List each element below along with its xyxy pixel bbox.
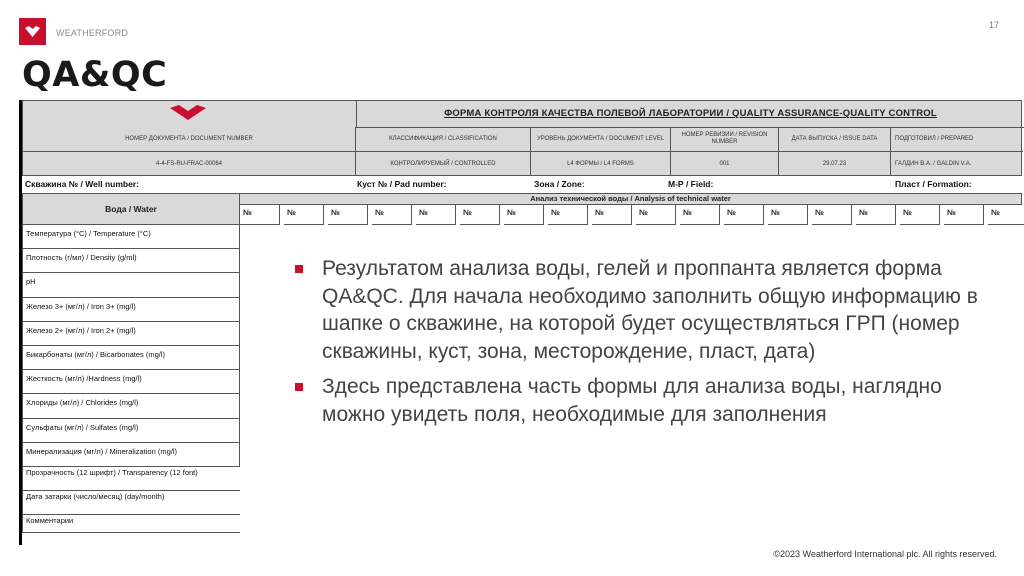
bullet-item: [295, 373, 995, 428]
table-row: Дата затарки (число/месяц) (day/month): [22, 491, 240, 515]
slide-title: QA&QC: [22, 55, 168, 95]
number-column-cell: №: [592, 205, 632, 225]
weatherford-logo-icon: [168, 105, 208, 126]
copyright-footer: ©2023 Weatherford International plc. All rights reserved.: [773, 549, 997, 559]
number-column-cell: №: [460, 205, 500, 225]
bullet-list: [295, 255, 995, 437]
number-column-cell: №: [900, 205, 940, 225]
well-info-line: [22, 179, 1022, 191]
meta-headers: [23, 127, 1023, 151]
table-row: Плотность (г/мл) / Density (g/ml): [22, 249, 240, 273]
zone-label: Зона / Zone:: [534, 179, 585, 189]
meta-values: [23, 151, 1023, 176]
meta-header-cell: НОМЕР ДОКУМЕНТА / DOCUMENT NUMBER: [23, 127, 356, 151]
meta-value-cell: L4 ФОРМЫ / L4 FORMS: [531, 152, 671, 176]
table-row: Температура (°С) / Temperature (°С): [22, 225, 240, 249]
number-column-cell: №: [724, 205, 764, 225]
meta-value-cell: 29.07.23: [779, 152, 891, 176]
pad-number-label: Куст № / Pad number:: [357, 179, 447, 189]
weatherford-logo: [19, 18, 46, 45]
form-header: [22, 100, 1022, 176]
number-column-cell: №: [988, 205, 1024, 225]
number-column-cell: №: [812, 205, 852, 225]
table-row: Железо 2+ (мг/л) / Iron 2+ (mg/l): [22, 322, 240, 346]
meta-header-cell: ПОДГОТОВИЛ / PREPARED: [895, 135, 974, 142]
form-title: ФОРМА КОНТРОЛЯ КАЧЕСТВА ПОЛЕВОЙ ЛАБОРАТОРИИ / QUALITY ASSURANCE-QUALITY CONTROL: [356, 101, 1024, 128]
number-column-cell: №: [768, 205, 808, 225]
parameter-rows: [22, 225, 240, 533]
water-header: Вода / Water: [22, 193, 240, 225]
bullet-item: [295, 255, 995, 365]
table-row: Прозрачность (12 шрифт) / Transparency (12 font): [22, 467, 240, 491]
meta-header-cell: УРОВЕНЬ ДОКУМЕНТА / DOCUMENT LEVEL: [531, 127, 671, 151]
page-number: 17: [988, 20, 999, 30]
bullet-square-icon: [295, 383, 303, 391]
bullet-square-icon: [295, 265, 303, 273]
meta-value-cell: ГАЛДИН В.А. / GALDIN V.A.: [895, 160, 972, 167]
meta-value-cell: 001: [671, 152, 779, 176]
number-column-cell: №: [680, 205, 720, 225]
number-column-cell: №: [372, 205, 412, 225]
field-label: М-Р / Field:: [668, 179, 714, 189]
number-column-cell: №: [856, 205, 896, 225]
number-column-cell: №: [548, 205, 588, 225]
bullet-text: Здесь представлена часть формы для анализа воды, наглядно можно увидеть поля, необходимые для заполнения: [322, 375, 942, 426]
meta-value-cell: 4-4-FS-RU-FRAC-00064: [23, 152, 356, 176]
number-column-cell: №: [416, 205, 456, 225]
number-column-cell: №: [504, 205, 544, 225]
table-row: pH: [22, 273, 240, 297]
number-columns: [240, 205, 1024, 225]
well-number-label: Скважина № / Well number:: [25, 179, 139, 189]
number-column-cell: №: [240, 205, 280, 225]
table-row: Минерализация (мг/л) / Mineralization (mg/l): [22, 443, 240, 467]
table-row: Хлориды (мг/л) / Chlorides (mg/l): [22, 394, 240, 418]
table-row: Бикарбонаты (мг/л) / Bicarbonates (mg/l): [22, 346, 240, 370]
number-column-cell: №: [944, 205, 984, 225]
number-column-cell: №: [284, 205, 324, 225]
meta-header-cell: НОМЕР РЕВИЗИИ / REVISION NUMBER: [671, 127, 779, 151]
brand-name: WEATHERFORD: [56, 28, 129, 38]
table-row: Комментарии: [22, 515, 240, 533]
meta-header-cell: КЛАССИФИКАЦИЯ / CLASSIFICATION: [356, 127, 531, 151]
table-row: Жесткость (мг/л) /Hardness (mg/l): [22, 370, 240, 394]
bullet-text: Результатом анализа воды, гелей и проппанта является форма QA&QC. Для начала необходимо заполнить общую информацию в шапке о скважине, на которой будет осуществляться ГРП (номер скважины, куст, зона, месторождение, пласт, дата): [322, 257, 978, 363]
table-row: Железо 3+ (мг/л) / Iron 3+ (mg/l): [22, 298, 240, 322]
table-row: Сульфаты (мг/л) / Sulfates (mg/l): [22, 419, 240, 443]
formation-label: Пласт / Formation:: [895, 179, 972, 189]
number-column-cell: №: [636, 205, 676, 225]
number-column-cell: №: [328, 205, 368, 225]
meta-value-cell: КОНТРОЛИРУЕМЫЙ / CONTROLLED: [356, 152, 531, 176]
meta-header-cell: ДАТА ВЫПУСКА / ISSUE DATA: [779, 127, 891, 151]
analysis-header: Анализ технической воды / Analysis of technical water: [240, 193, 1022, 205]
